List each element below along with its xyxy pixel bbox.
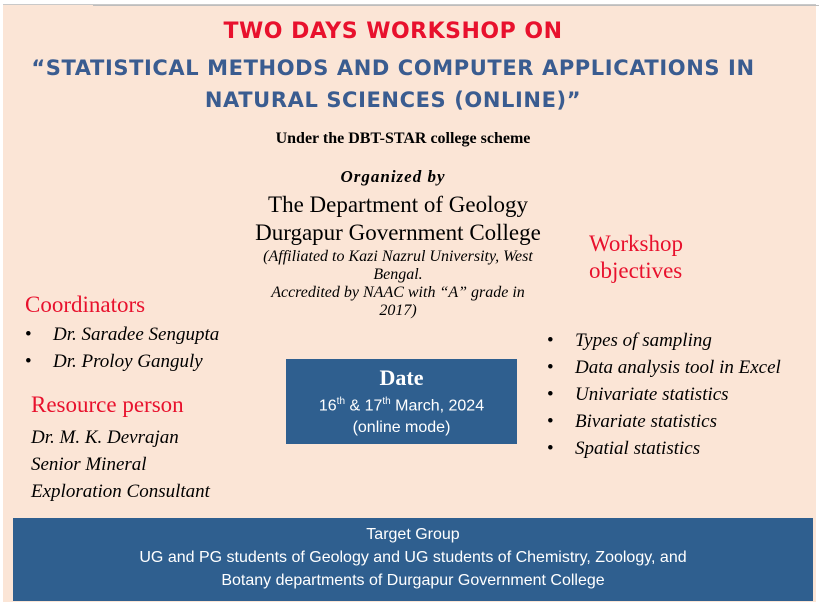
- organized-by: Organized by: [340, 167, 446, 186]
- scheme-text: Under the DBT-STAR college scheme: [275, 130, 531, 147]
- objective-item: • Spatial statistics: [547, 435, 807, 462]
- coordinator-item: • Dr. Proloy Ganguly: [25, 348, 219, 375]
- objectives-heading-line-1: Workshop: [589, 231, 683, 256]
- date-heading: Date: [379, 365, 424, 390]
- workshop-title: TWO DAYS WORKSHOP ON: [223, 19, 563, 44]
- resource-person-name: Dr. M. K. Devrajan: [31, 427, 179, 448]
- objectives-heading-line-2: objectives: [589, 258, 683, 283]
- coordinator-item: • Dr. Saradee Sengupta: [25, 321, 219, 348]
- organizer-block: [203, 191, 593, 247]
- objective-item: • Types of sampling: [547, 327, 807, 354]
- date-value: [286, 391, 517, 417]
- resource-person-details: [31, 424, 210, 505]
- workshop-slide: [3, 4, 816, 602]
- affiliation-line-2: Bengal.: [373, 266, 423, 283]
- target-group-line-1: UG and PG students of Geology and UG students of Chemistry, Zoology, and: [139, 549, 687, 566]
- topic-line-2: NATURAL SCIENCES (ONLINE)”: [204, 88, 582, 112]
- date-ampersand: &: [345, 397, 365, 415]
- objective-item: • Bivariate statistics: [547, 408, 807, 435]
- coordinators-heading: Coordinators: [25, 292, 146, 317]
- coordinators-list: [25, 321, 219, 375]
- date-box: [286, 359, 517, 444]
- objectives-heading: [589, 230, 683, 284]
- top-divider: [93, 5, 819, 9]
- target-group-banner: [13, 518, 813, 601]
- date-suffix-1: th: [336, 396, 346, 407]
- resource-person-heading: Resource person: [31, 392, 184, 417]
- target-group-heading: Target Group: [366, 526, 460, 543]
- affiliation-text: [233, 248, 563, 320]
- college-name: Durgapur Government College: [255, 220, 541, 245]
- affiliation-line-4: 2017): [379, 302, 417, 319]
- department-name: The Department of Geology: [268, 192, 528, 217]
- objectives-list: [547, 327, 807, 462]
- date-month-year: March, 2024: [390, 397, 485, 415]
- objective-item: • Data analysis tool in Excel: [547, 354, 807, 381]
- date-day-1: 16: [318, 397, 337, 415]
- date-day-2: 17: [364, 397, 383, 415]
- target-group-line-2: Botany departments of Durgapur Government College: [221, 572, 605, 589]
- affiliation-line-3: Accredited by NAAC with “A” grade in: [271, 284, 525, 301]
- resource-person-role-1: Senior Mineral: [31, 454, 147, 475]
- date-mode: (online mode): [352, 419, 451, 437]
- topic-line-1: “STATISTICAL METHODS AND COMPUTER APPLICATIONS IN: [31, 56, 755, 80]
- objective-item: • Univariate statistics: [547, 381, 807, 408]
- affiliation-line-1: (Affiliated to Kazi Nazrul University, West: [263, 248, 533, 265]
- date-suffix-2: th: [382, 396, 391, 407]
- workshop-topic: [3, 52, 783, 116]
- resource-person-role-2: Exploration Consultant: [31, 481, 210, 502]
